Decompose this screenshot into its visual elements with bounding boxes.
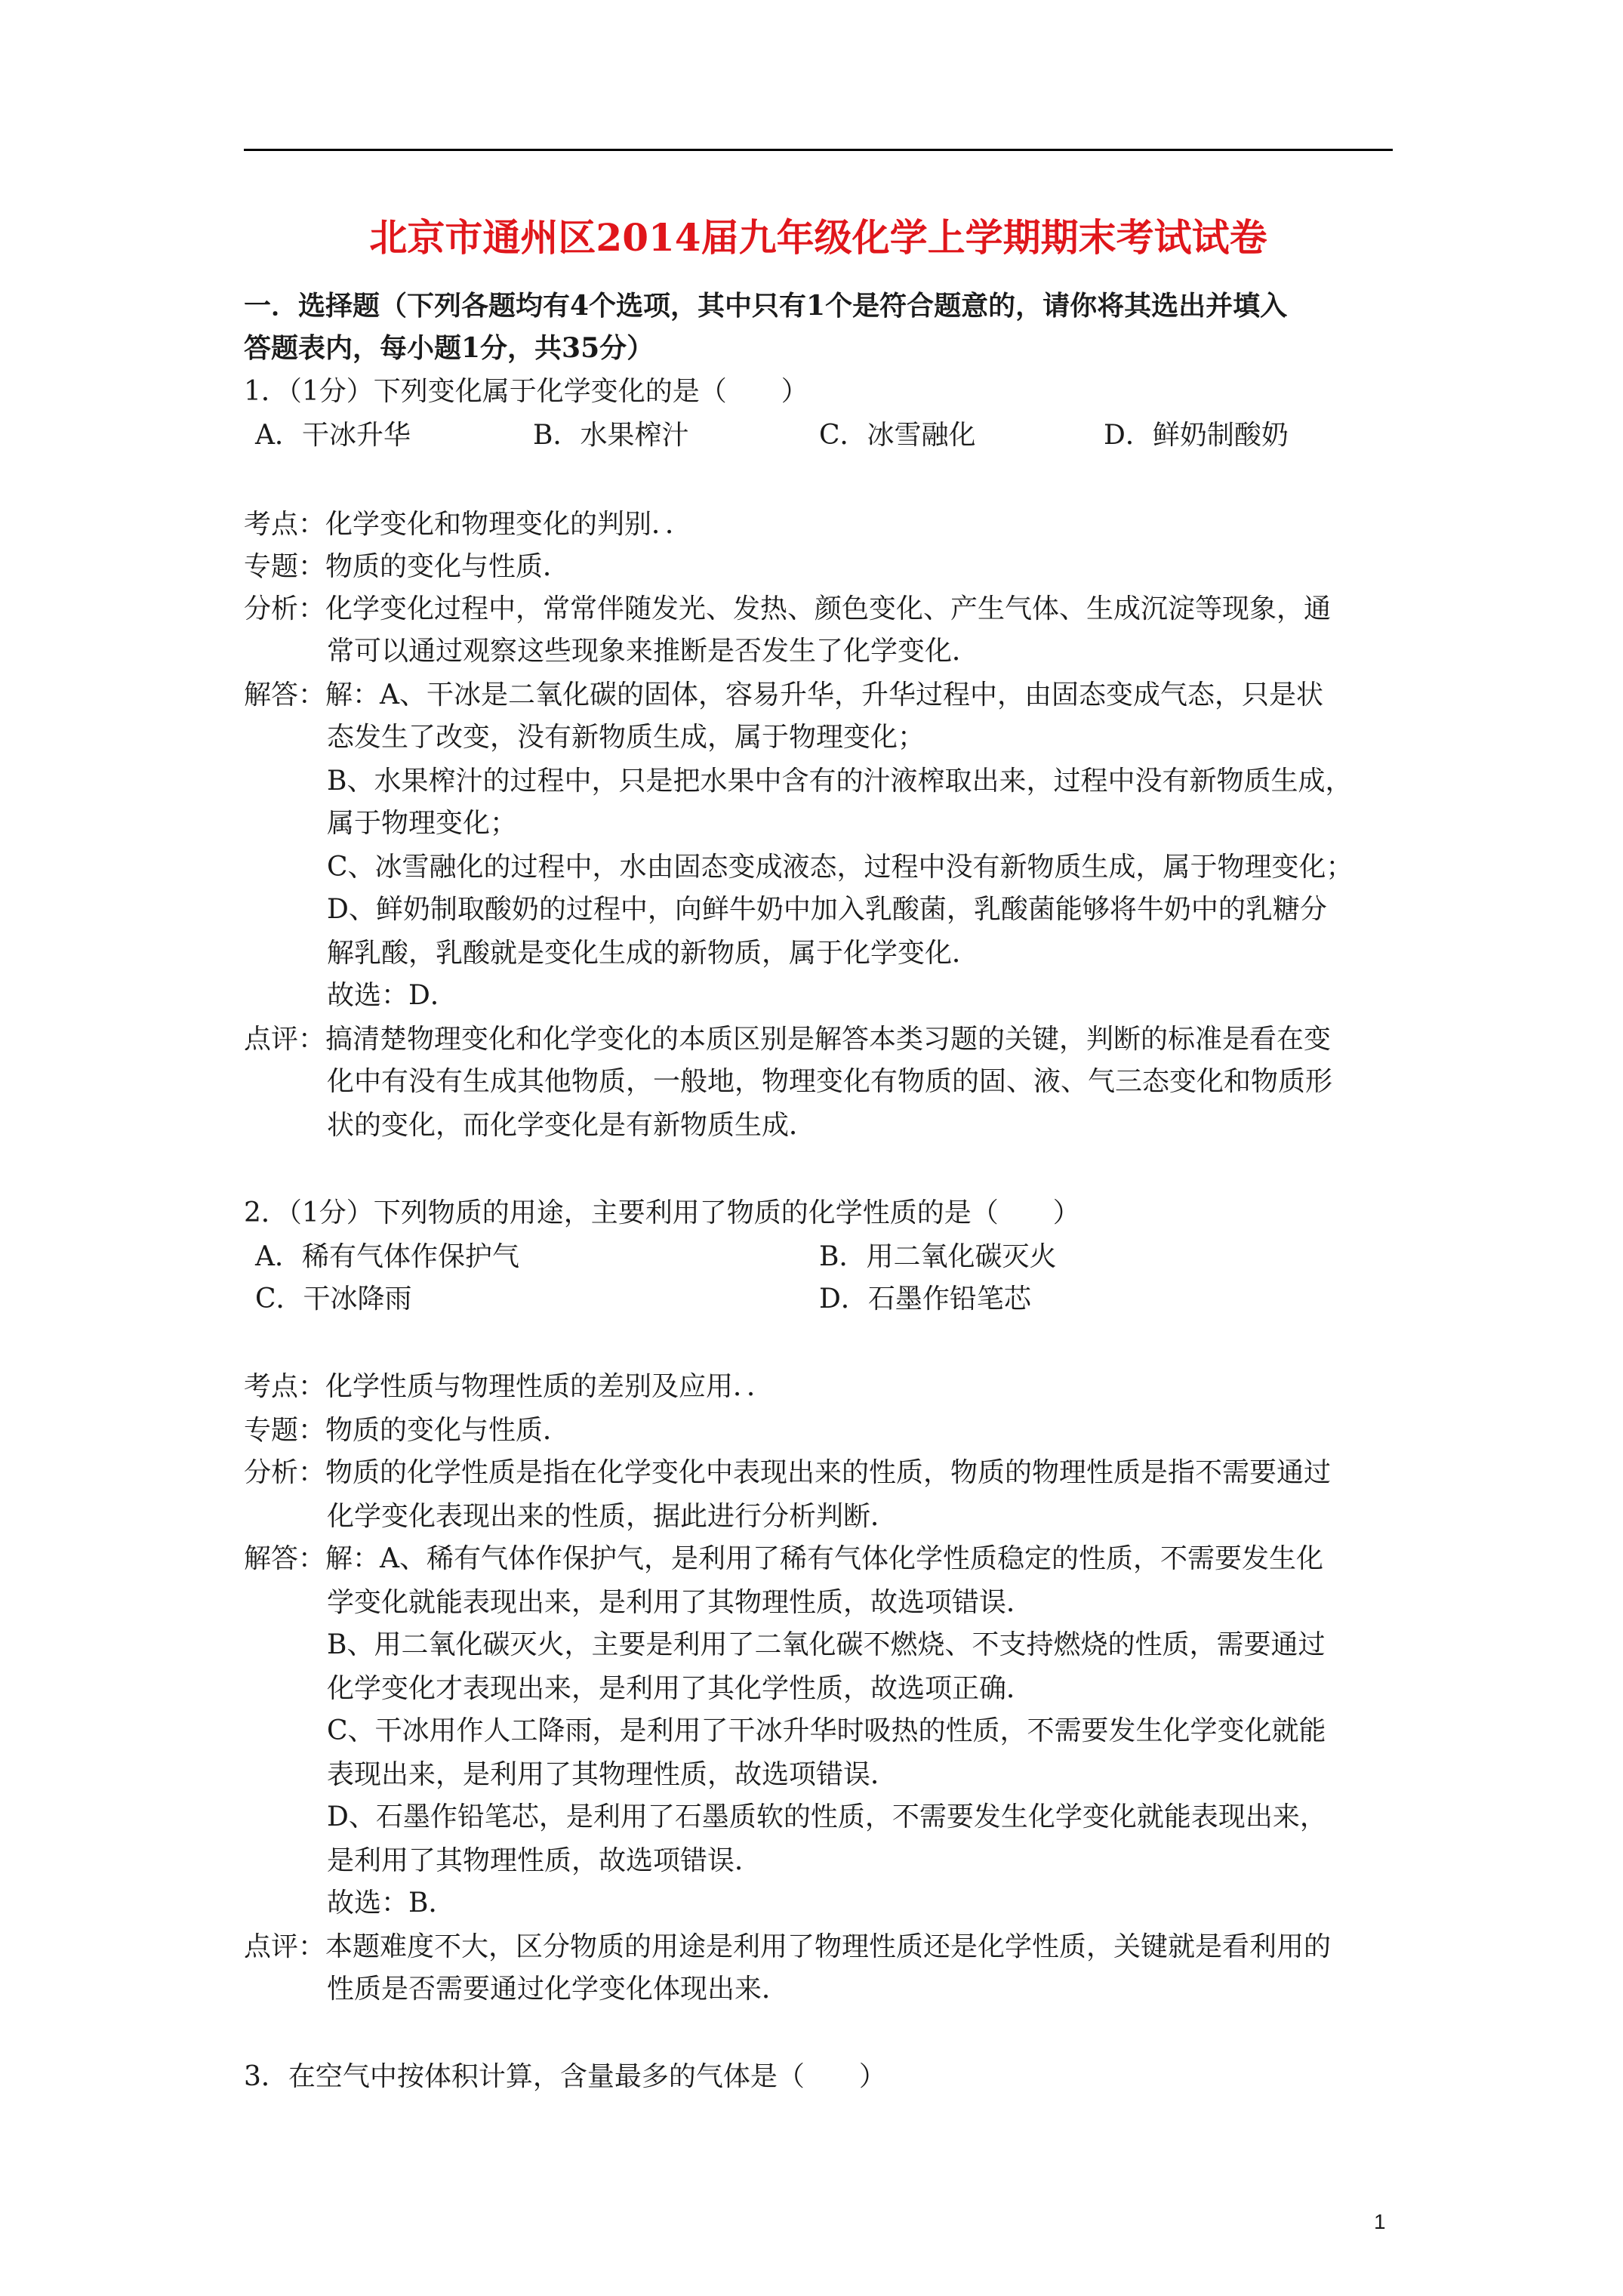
question-1-stem: 1．（1分）下列变化属于化学变化的是（ ） xyxy=(244,376,808,407)
question-3-stem: 3．在空气中按体积计算，含量最多的气体是（ ） xyxy=(244,2061,886,2092)
q1-jieda-line: 解乳酸，乳酸就是变化生成的新物质，属于化学变化． xyxy=(327,938,980,969)
q2-jieda-line: 故选：B． xyxy=(327,1888,456,1918)
q1-dianping-line: 化中有没有生成其他物质，一般地，物理变化有物质的固、液、气三态变化和物质形 xyxy=(327,1066,1333,1097)
q1-jieda-line: C、冰雪融化的过程中，水由固态变成液态，过程中没有新物质生成，属于物理变化； xyxy=(327,852,1354,883)
q2-jieda-line: C、干冰用作人工降雨，是利用了干冰升华时吸热的性质，不需要发生化学变化就能 xyxy=(327,1715,1326,1746)
question-1-option-c: C．冰雪融化 xyxy=(819,420,976,451)
q1-zhuanti: 专题：物质的变化与性质． xyxy=(244,551,571,582)
question-2-option-a: A．稀有气体作保护气 xyxy=(255,1241,519,1272)
q1-jieda-line: 故选：D． xyxy=(327,980,457,1011)
q1-jieda-line: 属于物理变化； xyxy=(327,808,518,839)
q2-fenxi-line: 分析：物质的化学性质是指在化学变化中表现出来的性质，物质的物理性质是指不需要通过 xyxy=(244,1457,1332,1488)
question-2-option-b: B．用二氧化碳灭火 xyxy=(819,1241,1057,1272)
section-heading-line-1: 一．选择题（下列各题均有4个选项，其中只有1个是符合题意的，请你将其选出并填入 xyxy=(244,290,1288,322)
question-2-option-c: C．干冰降雨 xyxy=(255,1284,412,1314)
q2-jieda-line: B、用二氧化碳灭火，主要是利用了二氧化碳不燃烧、不支持燃烧的性质，需要通过 xyxy=(327,1629,1326,1660)
question-1-option-a: A．干冰升华 xyxy=(255,420,411,451)
q2-jieda-line: 是利用了其物理性质，故选项错误． xyxy=(327,1845,762,1876)
q2-dianping-line: 点评：本题难度不大，区分物质的用途是利用了物理性质还是化学性质，关键就是看利用的 xyxy=(244,1931,1332,1962)
section-heading-line-2: 答题表内，每小题1分，共35分） xyxy=(244,332,654,364)
q1-dianping-line: 点评：搞清楚物理变化和化学变化的本质区别是解答本类习题的关键，判断的标准是看在变 xyxy=(244,1024,1332,1055)
q2-jieda-line: 解答：解：A、稀有气体作保护气，是利用了稀有气体化学性质稳定的性质，不需要发生化 xyxy=(244,1543,1323,1574)
q2-fenxi-line: 化学变化表现出来的性质，据此进行分析判断． xyxy=(327,1501,898,1532)
q1-dianping-line: 状的变化，而化学变化是有新物质生成． xyxy=(327,1110,817,1141)
question-1-option-d: D．鲜奶制酸奶 xyxy=(1104,420,1289,451)
q2-kaodian: 考点：化学性质与物理性质的差别及应用．． xyxy=(244,1371,775,1402)
q1-jieda-line: 解答：解：A、干冰是二氧化碳的固体，容易升华，升华过程中，由固态变成气态，只是状 xyxy=(244,680,1323,710)
header-rule xyxy=(244,149,1393,151)
q1-jieda-line: D、鲜奶制取酸奶的过程中，向鲜牛奶中加入乳酸菌，乳酸菌能够将牛奶中的乳糖分 xyxy=(327,894,1327,925)
q1-kaodian: 考点：化学变化和物理变化的判别．． xyxy=(244,509,693,540)
q2-dianping-line: 性质是否需要通过化学变化体现出来． xyxy=(327,1974,790,2005)
question-1-option-b: B．水果榨汁 xyxy=(533,420,689,451)
q1-jieda-line: B、水果榨汁的过程中，只是把水果中含有的汁液榨取出来，过程中没有新物质生成， xyxy=(327,766,1353,797)
q1-jieda-line: 态发生了改变，没有新物质生成，属于物理变化； xyxy=(327,722,925,753)
question-2-option-d: D．石墨作铅笔芯 xyxy=(819,1284,1031,1314)
q2-zhuanti: 专题：物质的变化与性质． xyxy=(244,1415,571,1446)
q1-fenxi-line: 分析：化学变化过程中，常常伴随发光、发热、颜色变化、产生气体、生成沉淀等现象，通 xyxy=(244,593,1332,624)
q2-jieda-line: 化学变化才表现出来，是利用了其化学性质，故选项正确． xyxy=(327,1673,1034,1704)
q1-fenxi-line: 常可以通过观察这些现象来推断是否发生了化学变化． xyxy=(327,636,980,667)
page-title: 北京市通州区2014届九年级化学上学期期末考试试卷 xyxy=(369,215,1267,260)
page-number: 1 xyxy=(1374,2210,1386,2233)
q2-jieda-line: 表现出来，是利用了其物理性质，故选项错误． xyxy=(327,1759,898,1790)
question-2-stem: 2．（1分）下列物质的用途，主要利用了物质的化学性质的是（ ） xyxy=(244,1197,1080,1228)
q2-jieda-line: 学变化就能表现出来，是利用了其物理性质，故选项错误． xyxy=(327,1587,1034,1618)
q2-jieda-line: D、石墨作铅笔芯，是利用了石墨质软的性质，不需要发生化学变化就能表现出来， xyxy=(327,1801,1327,1832)
